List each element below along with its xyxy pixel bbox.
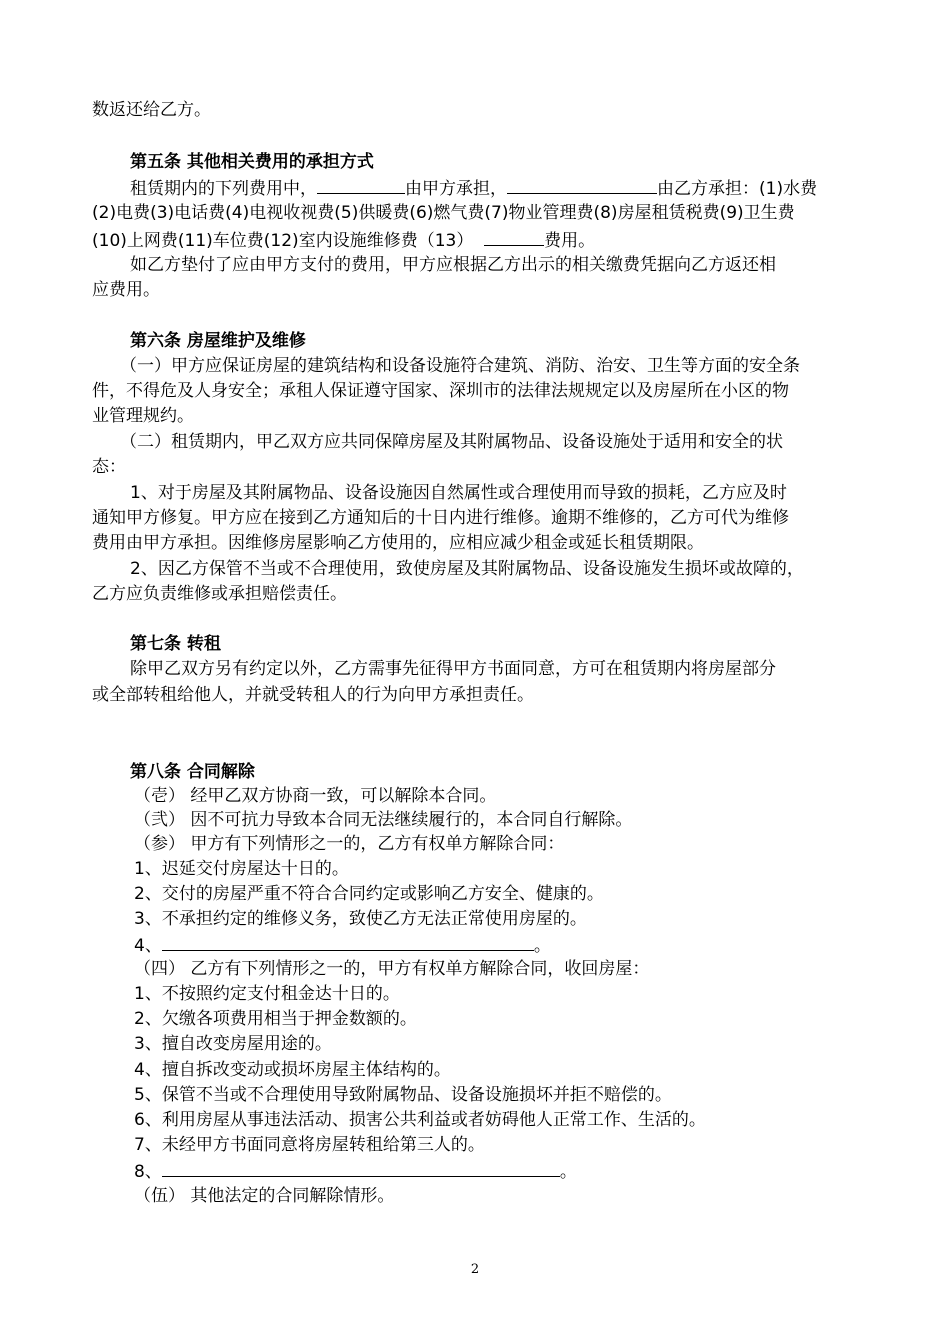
text-fragment: 由乙方承担：(1)水费 bbox=[657, 179, 818, 199]
section-heading-7: 第七条 转租 bbox=[130, 634, 221, 654]
paragraph-line: 1、对于房屋及其附属物品、设备设施因自然属性或合理使用而导致的损耗，乙方应及时 bbox=[130, 483, 787, 503]
paragraph-line: 或全部转租给他人，并就受转租人的行为向甲方承担责任。 bbox=[92, 685, 534, 705]
fill-blank bbox=[317, 175, 405, 194]
list-item: （弐） 因不可抗力导致本合同无法继续履行的，本合同自行解除。 bbox=[134, 810, 633, 830]
paragraph-line: （一）甲方应保证房屋的建筑结构和设备设施符合建筑、消防、治安、卫生等方面的安全条 bbox=[120, 356, 800, 376]
list-item: 3、擅自改变房屋用途的。 bbox=[134, 1034, 332, 1054]
text-fragment: 8、 bbox=[134, 1162, 162, 1182]
fill-blank bbox=[484, 227, 544, 246]
list-item: 6、利用房屋从事违法活动、损害公共利益或者妨碍他人正常工作、生活的。 bbox=[134, 1110, 706, 1130]
fill-blank bbox=[162, 1158, 560, 1177]
text-fragment: 。 bbox=[533, 936, 551, 956]
list-item bbox=[134, 932, 551, 958]
list-item bbox=[134, 1158, 577, 1184]
paragraph-line: 态： bbox=[92, 457, 126, 477]
list-item: 3、不承担约定的维修义务，致使乙方无法正常使用房屋的。 bbox=[134, 909, 587, 929]
list-item: 1、不按照约定支付租金达十日的。 bbox=[134, 984, 400, 1004]
list-item: 4、擅自拆改变动或损坏房屋主体结构的。 bbox=[134, 1060, 451, 1080]
paragraph-line: (2)电费(3)电话费(4)电视收视费(5)供暖费(6)燃气费(7)物业管理费(8)房屋租赁税费(9)卫生费 bbox=[92, 203, 795, 223]
fill-blank bbox=[162, 932, 534, 951]
page-number: 2 bbox=[470, 1262, 480, 1277]
list-item: 7、未经甲方书面同意将房屋转租给第三人的。 bbox=[134, 1135, 485, 1155]
paragraph-line: 业管理规约。 bbox=[92, 406, 194, 426]
paragraph-line: （二）租赁期内，甲乙双方应共同保障房屋及其附属物品、设备设施处于适用和安全的状 bbox=[120, 432, 783, 452]
paragraph-line bbox=[130, 175, 817, 201]
list-item: （壱） 经甲乙双方协商一致，可以解除本合同。 bbox=[134, 786, 497, 806]
text-fragment: 4、 bbox=[134, 936, 162, 956]
text-fragment: 租赁期内的下列费用中， bbox=[130, 179, 317, 199]
paragraph-line: 通知甲方修复。甲方应在接到乙方通知后的十日内进行维修。逾期不维修的，乙方可代为维修 bbox=[92, 508, 789, 528]
list-item: 1、迟延交付房屋达十日的。 bbox=[134, 859, 349, 879]
list-item: （参） 甲方有下列情形之一的，乙方有权单方解除合同： bbox=[134, 834, 565, 854]
list-item: 5、保管不当或不合理使用导致附属物品、设备设施损坏并拒不赔偿的。 bbox=[134, 1085, 672, 1105]
text-fragment: 由甲方承担， bbox=[405, 179, 507, 199]
list-item: 2、欠缴各项费用相当于押金数额的。 bbox=[134, 1009, 417, 1029]
paragraph-line: 2、因乙方保管不当或不合理使用，致使房屋及其附属物品、设备设施发生损坏或故障的， bbox=[130, 559, 804, 579]
paragraph-line: 应费用。 bbox=[92, 280, 160, 300]
paragraph-line: 件，不得危及人身安全；承租人保证遵守国家、深圳市的法律法规规定以及房屋所在小区的物 bbox=[92, 381, 789, 401]
paragraph-line: 乙方应负责维修或承担赔偿责任。 bbox=[92, 584, 347, 604]
text-fragment: 费用。 bbox=[544, 231, 596, 251]
section-heading-8: 第八条 合同解除 bbox=[130, 762, 255, 782]
text-fragment: 。 bbox=[559, 1162, 577, 1182]
paragraph-line: 除甲乙双方另有约定以外，乙方需事先征得甲方书面同意，方可在租赁期内将房屋部分 bbox=[130, 659, 776, 679]
text-line: 数返还给乙方。 bbox=[92, 100, 211, 120]
fill-blank bbox=[507, 175, 657, 194]
text-fragment: (10)上网费(11)车位费(12)室内设施维修费（13） bbox=[92, 231, 474, 251]
paragraph-line bbox=[92, 227, 595, 253]
list-item: 2、交付的房屋严重不符合合同约定或影响乙方安全、健康的。 bbox=[134, 884, 604, 904]
list-item: （伍） 其他法定的合同解除情形。 bbox=[134, 1186, 395, 1206]
section-heading-5: 第五条 其他相关费用的承担方式 bbox=[130, 152, 374, 172]
paragraph-line: 费用由甲方承担。因维修房屋影响乙方使用的，应相应减少租金或延长租赁期限。 bbox=[92, 533, 704, 553]
section-heading-6: 第六条 房屋维护及维修 bbox=[130, 331, 306, 351]
paragraph-line: 如乙方垫付了应由甲方支付的费用，甲方应根据乙方出示的相关缴费凭据向乙方返还相 bbox=[130, 255, 776, 275]
list-item: （四） 乙方有下列情形之一的，甲方有权单方解除合同，收回房屋： bbox=[134, 959, 650, 979]
